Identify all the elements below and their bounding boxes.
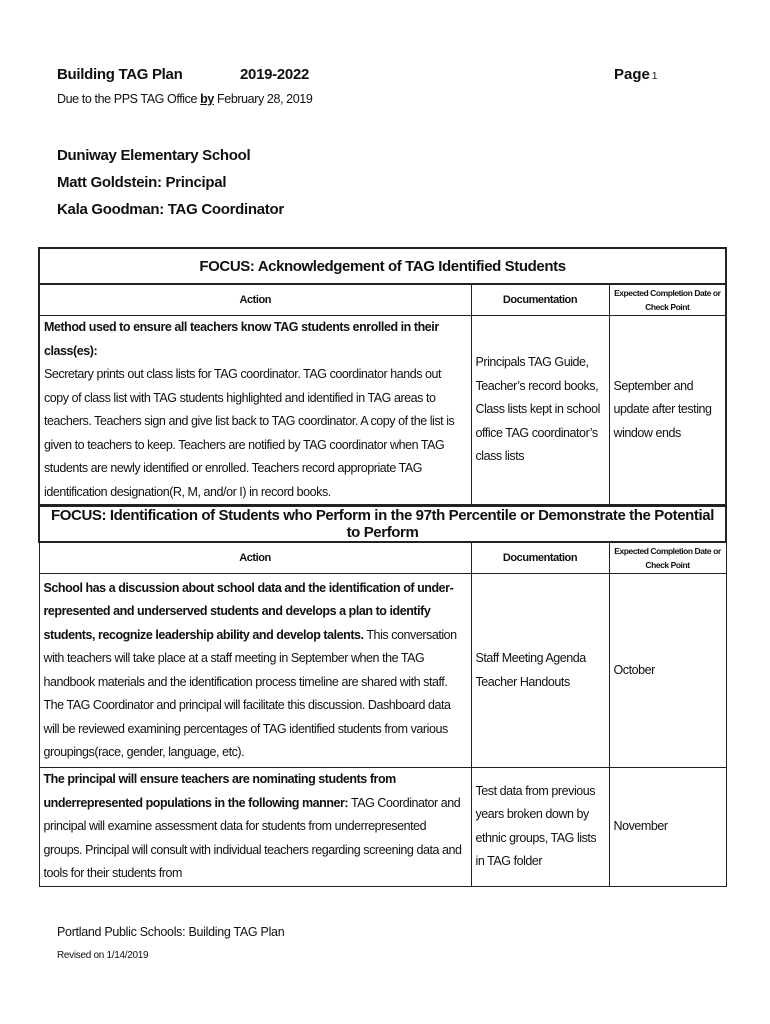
focus-heading: FOCUS: Acknowledgement of TAG Identified Students bbox=[39, 248, 726, 284]
action-column-header: Action bbox=[39, 284, 471, 316]
principal-name: Matt Goldstein: Principal bbox=[57, 174, 227, 191]
action-lead: The principal will ensure teachers are nominating students from underrepresented populations in the following manner: bbox=[43, 772, 396, 810]
completion-cell: October bbox=[609, 574, 726, 768]
action-column-header: Action bbox=[39, 542, 471, 574]
focus-table-identification bbox=[38, 505, 727, 887]
footer-revised: Revised on 1/14/2019 bbox=[57, 950, 149, 961]
focus-heading: FOCUS: Identification of Students who Perform in the 97th Percentile or Demonstrate the Potential to Perform bbox=[39, 506, 726, 542]
page-indicator bbox=[614, 66, 657, 83]
table-row bbox=[39, 316, 726, 506]
focus-table-acknowledgement bbox=[38, 247, 727, 506]
school-info bbox=[57, 142, 284, 223]
page-number: 1 bbox=[651, 71, 658, 82]
action-detail: This conversation with teachers will take place at a staff meeting in September when the TAG handbook materials and the identification process timeline are shared with staff. The TAG Coordinator and principal will facilitate this discussion. Dashboard data will be reviewed examining percentages of TAG identified students from various groupings(race, gender, language, etc). bbox=[43, 627, 457, 759]
action-lead: Method used to ensure all teachers know TAG students enrolled in their class(es): bbox=[44, 320, 439, 358]
due-prefix: Due to the PPS TAG Office bbox=[57, 92, 198, 106]
completion-column-header: Expected Completion Date or Check Point bbox=[609, 542, 726, 574]
documentation-cell: Principals TAG Guide, Teacher’s record books, Class lists kept in school office TAG coordinator’s class lists bbox=[471, 316, 609, 506]
documentation-column-header: Documentation bbox=[471, 542, 609, 574]
action-cell bbox=[39, 768, 471, 887]
footer-title: Portland Public Schools: Building TAG Plan bbox=[57, 925, 285, 939]
action-cell bbox=[39, 574, 471, 768]
completion-column-header: Expected Completion Date or Check Point bbox=[609, 284, 726, 316]
table-row bbox=[39, 574, 726, 768]
action-detail: Secretary prints out class lists for TAG coordinator. TAG coordinator hands out copy of class list with TAG students highlighted and identified in TAG areas to teachers. Teachers sign and give list back to TAG coordinator. A copy of the list is given to teachers to keep. Teachers are notified by TAG coordinator when TAG students are newly identified or enrolled. Teachers record appropriate TAG identification designation(R, M, and/or I) in record books. bbox=[44, 367, 455, 499]
action-cell bbox=[39, 316, 471, 506]
school-name: Duniway Elementary School bbox=[57, 147, 251, 164]
document-title: Building TAG Plan bbox=[57, 66, 183, 83]
documentation-column-header: Documentation bbox=[471, 284, 609, 316]
due-date: February 28, 2019 bbox=[217, 92, 313, 106]
documentation-cell: Staff Meeting Agenda Teacher Handouts bbox=[471, 574, 609, 768]
page-label: Page bbox=[614, 66, 650, 83]
completion-cell: September and update after testing window ends bbox=[609, 316, 726, 506]
completion-cell: November bbox=[609, 768, 726, 887]
coordinator-name: Kala Goodman: TAG Coordinator bbox=[57, 201, 284, 218]
plan-years: 2019-2022 bbox=[240, 66, 310, 83]
documentation-cell: Test data from previous years broken down by ethnic groups, TAG lists in TAG folder bbox=[471, 768, 609, 887]
due-by: by bbox=[200, 92, 214, 106]
action-detail: TAG Coordinator and principal will examine assessment data for students from underrepresented groups. Principal will consult with individual teachers regarding screening data and tools for their students from bbox=[43, 795, 462, 880]
due-note bbox=[57, 92, 312, 106]
action-lead: School has a discussion about school data and the identification of under-represented and underserved students and develops a plan to identify students, recognize leadership ability and develop talents. bbox=[43, 580, 454, 642]
table-row bbox=[39, 768, 726, 887]
